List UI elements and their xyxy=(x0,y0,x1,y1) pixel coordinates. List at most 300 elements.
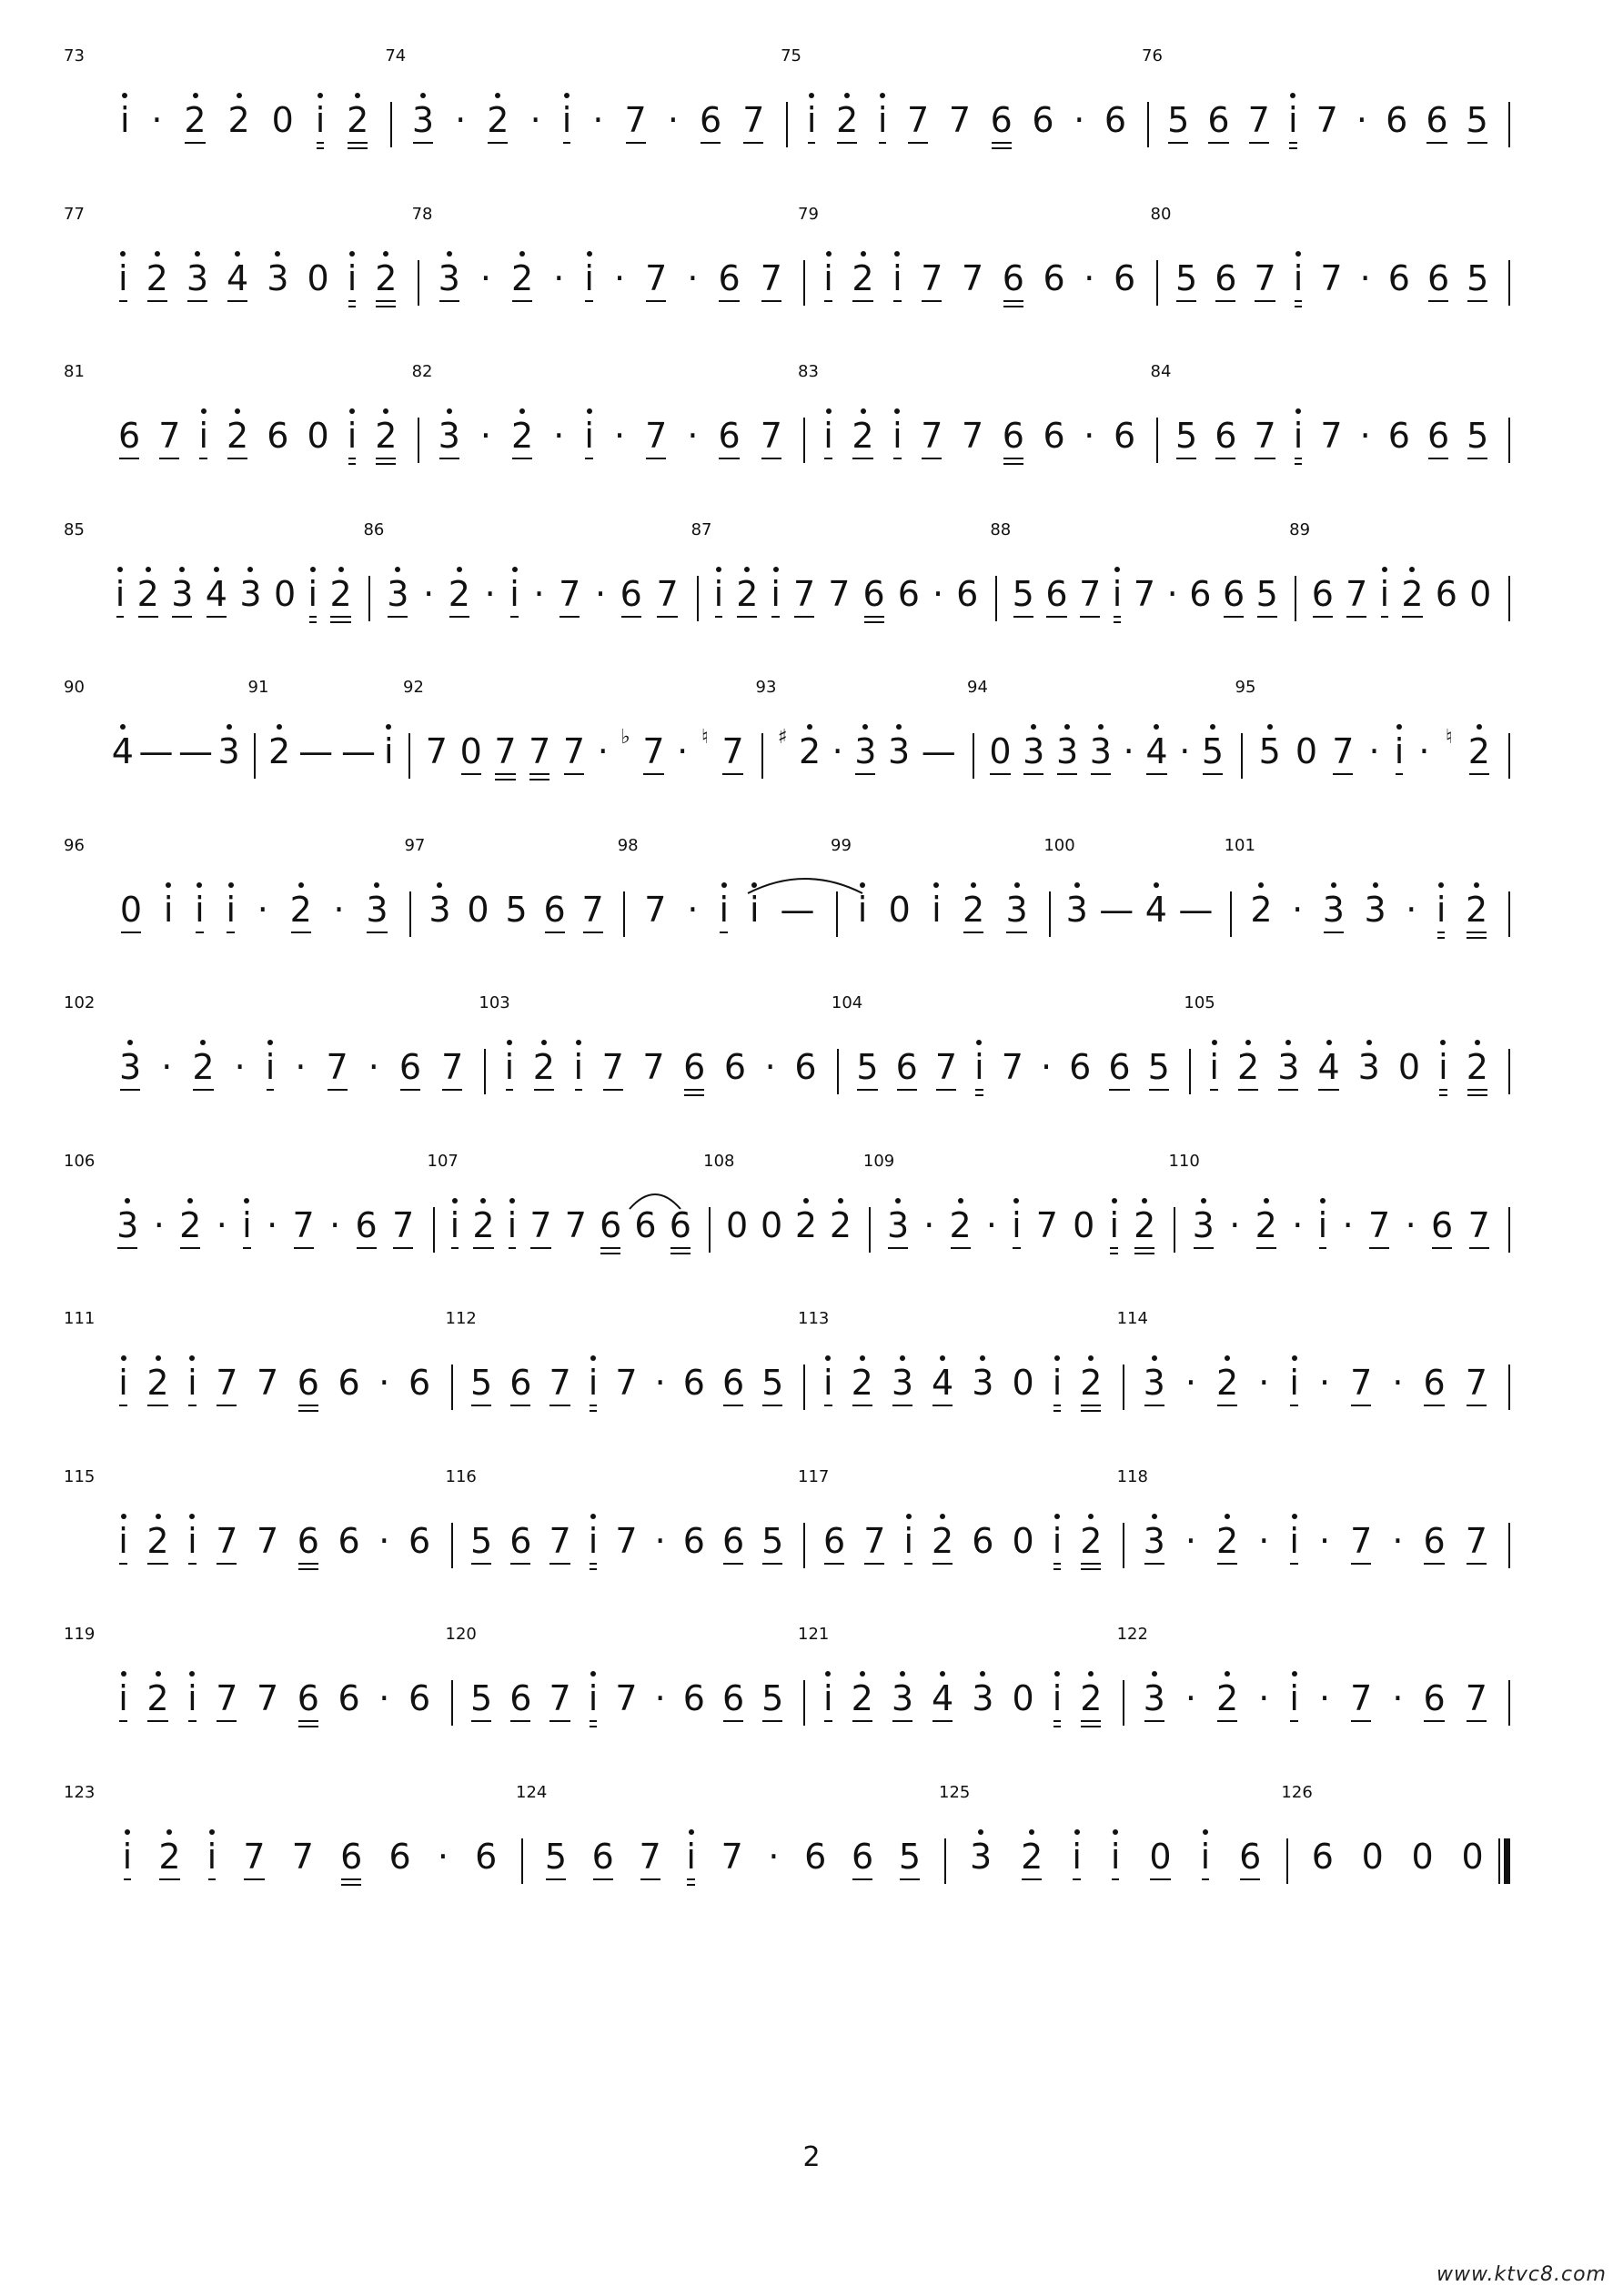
measure xyxy=(411,362,805,490)
score-system xyxy=(64,519,1510,649)
measure-number: 79 xyxy=(798,204,819,224)
note: i xyxy=(118,1678,128,1718)
dot-rhythm: · xyxy=(153,1204,165,1245)
note: 5 xyxy=(1167,100,1190,140)
barline xyxy=(1508,1049,1510,1094)
note: 4 xyxy=(932,1678,954,1718)
note: 0 xyxy=(1461,1836,1484,1877)
note: 2 xyxy=(852,416,874,456)
dot-rhythm: · xyxy=(592,100,604,140)
measure-notes xyxy=(1134,1363,1497,1417)
note: 6 xyxy=(388,1836,411,1877)
dot-rhythm: · xyxy=(1392,1678,1404,1718)
score-system xyxy=(64,993,1510,1122)
dot-rhythm: · xyxy=(1084,257,1095,298)
note: i xyxy=(1289,1363,1299,1403)
note: 3 xyxy=(1277,1047,1300,1087)
measure-number: 119 xyxy=(64,1625,96,1644)
note: i xyxy=(1317,1204,1328,1245)
measure xyxy=(1235,678,1511,806)
dot-rhythm: · xyxy=(1318,1678,1331,1718)
note: i xyxy=(588,1520,599,1561)
note: 0 xyxy=(1295,731,1318,771)
note: 5 xyxy=(856,1047,879,1087)
dot-rhythm: · xyxy=(216,1204,227,1245)
note: 3 xyxy=(972,1363,994,1403)
note: 0 xyxy=(888,889,911,930)
note: 0 xyxy=(459,731,482,771)
note: 5 xyxy=(1175,257,1198,298)
note: i xyxy=(713,573,724,614)
note: 7 xyxy=(721,731,744,771)
measure-number: 110 xyxy=(1168,1151,1200,1171)
measure xyxy=(831,835,1051,964)
note: 6 xyxy=(297,1678,319,1718)
note: 2 xyxy=(375,257,398,298)
dot-rhythm: · xyxy=(1359,416,1371,456)
barline xyxy=(1508,891,1510,937)
measure-number: 92 xyxy=(403,678,424,697)
dot-rhythm: · xyxy=(1258,1363,1270,1403)
note: 3 xyxy=(1143,1678,1165,1718)
measure xyxy=(691,519,998,649)
note: 6 xyxy=(408,1678,431,1718)
note: 2 xyxy=(1134,1204,1156,1245)
note: 3 xyxy=(1322,889,1345,930)
measure-notes xyxy=(1305,574,1497,629)
measure-notes xyxy=(532,1837,933,1891)
note: i xyxy=(242,1204,252,1245)
note: i xyxy=(588,1363,599,1403)
note: 2 xyxy=(146,1363,169,1403)
dash-extension: — xyxy=(298,731,334,771)
dot-rhythm: · xyxy=(1184,1520,1196,1561)
measure-number: 78 xyxy=(411,204,433,224)
note: i xyxy=(1394,731,1405,771)
note: 2 xyxy=(375,416,398,456)
dot-rhythm: · xyxy=(295,1047,307,1087)
measure-number: 112 xyxy=(445,1309,477,1328)
measure-number: 77 xyxy=(64,204,85,224)
note: 2 xyxy=(851,1678,873,1718)
measure-notes xyxy=(495,1047,826,1102)
note: 3 xyxy=(1065,889,1088,930)
score-system xyxy=(64,1782,1510,1911)
note: i xyxy=(1109,1204,1120,1245)
measure-number: 97 xyxy=(404,835,426,855)
note: i xyxy=(823,1363,833,1403)
note: 6 xyxy=(1311,1836,1334,1877)
dot-rhythm: · xyxy=(1292,1204,1304,1245)
measure-notes xyxy=(109,1521,440,1576)
dot-rhythm: · xyxy=(1318,1520,1331,1561)
note: i xyxy=(1052,1363,1063,1403)
note: i xyxy=(118,1520,128,1561)
dot-rhythm: · xyxy=(1292,889,1304,930)
measure-notes xyxy=(634,890,825,944)
note: 6 xyxy=(823,1520,846,1561)
note: i xyxy=(892,416,902,456)
note: 5 xyxy=(761,1520,784,1561)
note: 7 xyxy=(581,889,604,930)
note: 5 xyxy=(1258,731,1281,771)
dot-rhythm: · xyxy=(613,416,626,456)
dot-rhythm: · xyxy=(1392,1520,1404,1561)
note: i xyxy=(307,573,318,614)
measure-number: 118 xyxy=(1116,1466,1148,1486)
dot-rhythm: · xyxy=(654,1520,666,1561)
note: 3 xyxy=(854,731,877,771)
dot-rhythm: · xyxy=(533,573,545,614)
dot-rhythm: · xyxy=(151,100,163,140)
measure xyxy=(1116,1625,1510,1753)
measure-notes xyxy=(814,416,1145,470)
note: 7 xyxy=(907,100,930,140)
note: 6 xyxy=(1045,573,1068,614)
measure xyxy=(1150,204,1511,333)
measure-notes xyxy=(265,731,398,786)
measure xyxy=(798,1625,1124,1753)
score-system xyxy=(64,835,1510,964)
note: i xyxy=(509,573,519,614)
measure-number: 86 xyxy=(363,519,385,539)
note: 3 xyxy=(1005,889,1028,930)
note: 3 xyxy=(171,573,194,614)
note: i xyxy=(1112,573,1123,614)
note: 5 xyxy=(898,1836,922,1877)
measure xyxy=(64,1151,435,1280)
note: 7 xyxy=(760,416,782,456)
note: 6 xyxy=(804,1836,827,1877)
measure-notes xyxy=(848,1047,1179,1102)
measure-number: 105 xyxy=(1184,993,1215,1012)
measure xyxy=(703,1151,871,1280)
measure-number: 95 xyxy=(1235,678,1256,697)
note: 7 xyxy=(1368,1204,1391,1245)
note: 6 xyxy=(682,1363,705,1403)
note: i xyxy=(1379,573,1390,614)
note: 6 xyxy=(956,573,979,614)
note: 0 xyxy=(307,416,329,456)
dot-rhythm: · xyxy=(1184,1678,1196,1718)
measure-notes xyxy=(428,416,792,470)
note: 6 xyxy=(1069,1047,1092,1087)
note: i xyxy=(383,731,394,771)
note: i xyxy=(806,100,817,140)
measure xyxy=(64,993,486,1122)
dot-rhythm: · xyxy=(985,1204,997,1245)
note: 7 xyxy=(1035,1204,1058,1245)
note: 3 xyxy=(217,731,240,771)
note: i xyxy=(265,1047,276,1087)
dot-rhythm: · xyxy=(687,416,699,456)
measure xyxy=(990,519,1296,649)
dot-rhythm: · xyxy=(479,416,491,456)
note: 6 xyxy=(1002,416,1024,456)
dot-rhythm: · xyxy=(234,1047,246,1087)
note: 5 xyxy=(761,1678,784,1718)
note: 3 xyxy=(428,889,451,930)
note: 6 xyxy=(297,1363,319,1403)
dash-extension: — xyxy=(138,731,174,771)
note: 6 xyxy=(1311,573,1334,614)
note: 4 xyxy=(1317,1047,1340,1087)
note: 6 xyxy=(338,1678,360,1718)
score-system xyxy=(64,204,1510,333)
note: 6 xyxy=(1108,1047,1131,1087)
note: 6 xyxy=(1043,416,1065,456)
note: 7 xyxy=(392,1204,415,1245)
note: i xyxy=(1012,1204,1022,1245)
watermark: www.ktvc8.com xyxy=(1436,2263,1607,2286)
note: 6 xyxy=(1043,257,1065,298)
note: 2 xyxy=(1467,731,1490,771)
measure-notes xyxy=(1006,574,1284,629)
note: 0 xyxy=(307,257,329,298)
note: 2 xyxy=(329,573,352,614)
note: i xyxy=(1209,1047,1219,1087)
note: i xyxy=(877,100,888,140)
measure-notes xyxy=(1184,1205,1497,1260)
measure-notes xyxy=(462,1678,793,1733)
measure xyxy=(385,46,788,175)
note: 6 xyxy=(543,889,566,930)
note: 6 xyxy=(718,257,741,298)
note: 5 xyxy=(1147,1047,1170,1087)
note: 7 xyxy=(760,257,782,298)
dot-rhythm: · xyxy=(1074,100,1085,140)
note: 6 xyxy=(862,573,885,614)
note: 2 xyxy=(510,416,534,456)
note: 7 xyxy=(1254,257,1276,298)
measure xyxy=(411,204,805,333)
dot-rhythm: · xyxy=(768,1836,780,1877)
barline xyxy=(1508,733,1510,779)
dot-rhythm: · xyxy=(1418,731,1430,771)
note: 6 xyxy=(699,100,722,140)
note: 2 xyxy=(146,1520,169,1561)
measure xyxy=(1142,46,1510,175)
measure-notes xyxy=(109,1837,510,1891)
note: 6 xyxy=(794,1047,817,1087)
measure-number: 87 xyxy=(691,519,712,539)
measure-number: 83 xyxy=(798,362,819,381)
measure xyxy=(1116,1309,1510,1437)
measure-number: 114 xyxy=(1116,1309,1148,1328)
measure-number: 91 xyxy=(247,678,269,697)
dash-extension: — xyxy=(780,889,815,930)
note: 7 xyxy=(742,100,765,140)
measure xyxy=(1184,993,1510,1122)
note: i xyxy=(1438,1047,1448,1087)
measure-number: 100 xyxy=(1043,835,1075,855)
note: 7 xyxy=(441,1047,464,1087)
note: 0 xyxy=(1012,1520,1034,1561)
measure-notes xyxy=(1241,890,1497,944)
measure xyxy=(247,678,411,806)
note: 5 xyxy=(470,1520,493,1561)
note: 6 xyxy=(990,100,1013,140)
measure xyxy=(64,362,419,490)
measure xyxy=(798,1309,1124,1437)
note: 6 xyxy=(1423,1363,1446,1403)
note: 6 xyxy=(634,1204,657,1245)
note: 0 xyxy=(271,100,294,140)
note: i xyxy=(195,889,205,930)
note: 2 xyxy=(1465,889,1488,930)
measure-notes xyxy=(109,1205,422,1260)
dot-rhythm: · xyxy=(1258,1520,1270,1561)
note: i xyxy=(1293,416,1304,456)
note: 2 xyxy=(472,1204,495,1245)
note: 7 xyxy=(644,889,667,930)
note: 3 xyxy=(1143,1363,1165,1403)
note: 7 xyxy=(1465,1678,1487,1718)
note: 3 xyxy=(438,416,460,456)
dot-rhythm: · xyxy=(1040,1047,1053,1087)
note: i xyxy=(974,1047,984,1087)
dot-rhythm: · xyxy=(764,1047,776,1087)
dot-rhythm: · xyxy=(257,889,268,930)
note: 6 xyxy=(897,573,920,614)
note: 7 xyxy=(615,1520,638,1561)
note: 0 xyxy=(989,731,1012,771)
note: i xyxy=(315,100,326,140)
note: i xyxy=(122,1836,133,1877)
note: 2 xyxy=(1080,1363,1103,1403)
note: 3 xyxy=(119,1047,142,1087)
measure-notes xyxy=(708,574,985,629)
note: 2 xyxy=(192,1047,215,1087)
measure-number: 93 xyxy=(755,678,777,697)
note: 3 xyxy=(438,257,460,298)
note: 6 xyxy=(721,1678,745,1718)
note: i xyxy=(823,1678,833,1718)
dash-extension: — xyxy=(1099,889,1134,930)
dot-rhythm: · xyxy=(594,573,607,614)
note: 3 xyxy=(267,257,289,298)
note: 2 xyxy=(932,1520,954,1561)
measure-notes xyxy=(444,1205,699,1260)
note: 4 xyxy=(932,1363,954,1403)
note: 6 xyxy=(509,1520,532,1561)
measure-notes xyxy=(814,1678,1112,1733)
note: 7 xyxy=(216,1678,238,1718)
note: 7 xyxy=(934,1047,958,1087)
dot-rhythm: · xyxy=(437,1836,449,1877)
measure xyxy=(64,835,411,964)
note: 6 xyxy=(1113,416,1136,456)
note: 5 xyxy=(505,889,528,930)
dot-rhythm: · xyxy=(423,573,435,614)
note: 0 xyxy=(726,1204,749,1245)
note: 2 xyxy=(852,257,874,298)
note: 4 xyxy=(111,731,134,771)
note: 7 xyxy=(962,257,984,298)
note: 2 xyxy=(829,1204,852,1245)
note: 6 xyxy=(1387,416,1410,456)
note: 6 xyxy=(1215,257,1237,298)
note: 2 xyxy=(1237,1047,1260,1087)
note: 7 xyxy=(529,731,551,771)
note: 7 xyxy=(1079,573,1102,614)
measure-notes xyxy=(814,1521,1112,1576)
measure xyxy=(1224,835,1510,964)
note: 2 xyxy=(532,1047,555,1087)
measure-notes xyxy=(1134,1678,1497,1733)
note: 6 xyxy=(620,573,642,614)
note: i xyxy=(187,1520,197,1561)
note: 2 xyxy=(227,416,249,456)
note: 2 xyxy=(1250,889,1273,930)
dot-rhythm: · xyxy=(1184,1363,1196,1403)
note: i xyxy=(932,889,942,930)
note: 7 xyxy=(1467,1204,1490,1245)
dot-rhythm: · xyxy=(484,573,496,614)
note: 5 xyxy=(470,1678,493,1718)
note: 5 xyxy=(1201,731,1225,771)
measure-number: 102 xyxy=(64,993,96,1012)
note: 7 xyxy=(1332,731,1355,771)
measure-notes xyxy=(109,574,358,629)
note: 7 xyxy=(642,1047,665,1087)
note: 6 xyxy=(118,416,141,456)
note: 2 xyxy=(1401,573,1424,614)
note: 7 xyxy=(1320,416,1343,456)
note: 7 xyxy=(257,1678,279,1718)
measure-number: 120 xyxy=(445,1625,477,1644)
dot-rhythm: · xyxy=(597,731,609,771)
note: 2 xyxy=(487,100,509,140)
score-system xyxy=(64,678,1510,806)
note: i xyxy=(1287,100,1298,140)
note: 7 xyxy=(1346,573,1368,614)
note: 7 xyxy=(793,573,816,614)
note: 7 xyxy=(216,1363,238,1403)
measure-notes xyxy=(109,258,407,313)
dot-rhythm: · xyxy=(1318,1363,1331,1403)
note: i xyxy=(823,257,833,298)
note: 6 xyxy=(1032,100,1054,140)
note: i xyxy=(1436,889,1447,930)
note: 7 xyxy=(292,1204,315,1245)
note: i xyxy=(749,889,760,930)
note: 6 xyxy=(1215,416,1237,456)
note: 7 xyxy=(645,257,668,298)
note: 2 xyxy=(962,889,985,930)
measure-notes xyxy=(1252,726,1498,786)
note: 7 xyxy=(1247,100,1270,140)
dot-rhythm: · xyxy=(923,1204,935,1245)
note: ♮ xyxy=(1445,726,1453,749)
note: i xyxy=(1293,257,1304,298)
measure-number: 101 xyxy=(1224,835,1255,855)
note: i xyxy=(187,1363,197,1403)
dot-rhythm: · xyxy=(1359,257,1371,298)
dot-rhythm: · xyxy=(1123,731,1134,771)
note: 2 xyxy=(267,731,291,771)
note: 7 xyxy=(1350,1678,1373,1718)
measure-number: 73 xyxy=(64,46,85,65)
note: 6 xyxy=(1423,1520,1446,1561)
dot-rhythm: · xyxy=(654,1678,666,1718)
note: i xyxy=(573,1047,584,1087)
measure-number: 125 xyxy=(939,1782,971,1802)
measure-number: 111 xyxy=(64,1309,96,1328)
note: 6 xyxy=(683,1047,706,1087)
note: 6 xyxy=(972,1520,994,1561)
note: 5 xyxy=(1467,416,1489,456)
